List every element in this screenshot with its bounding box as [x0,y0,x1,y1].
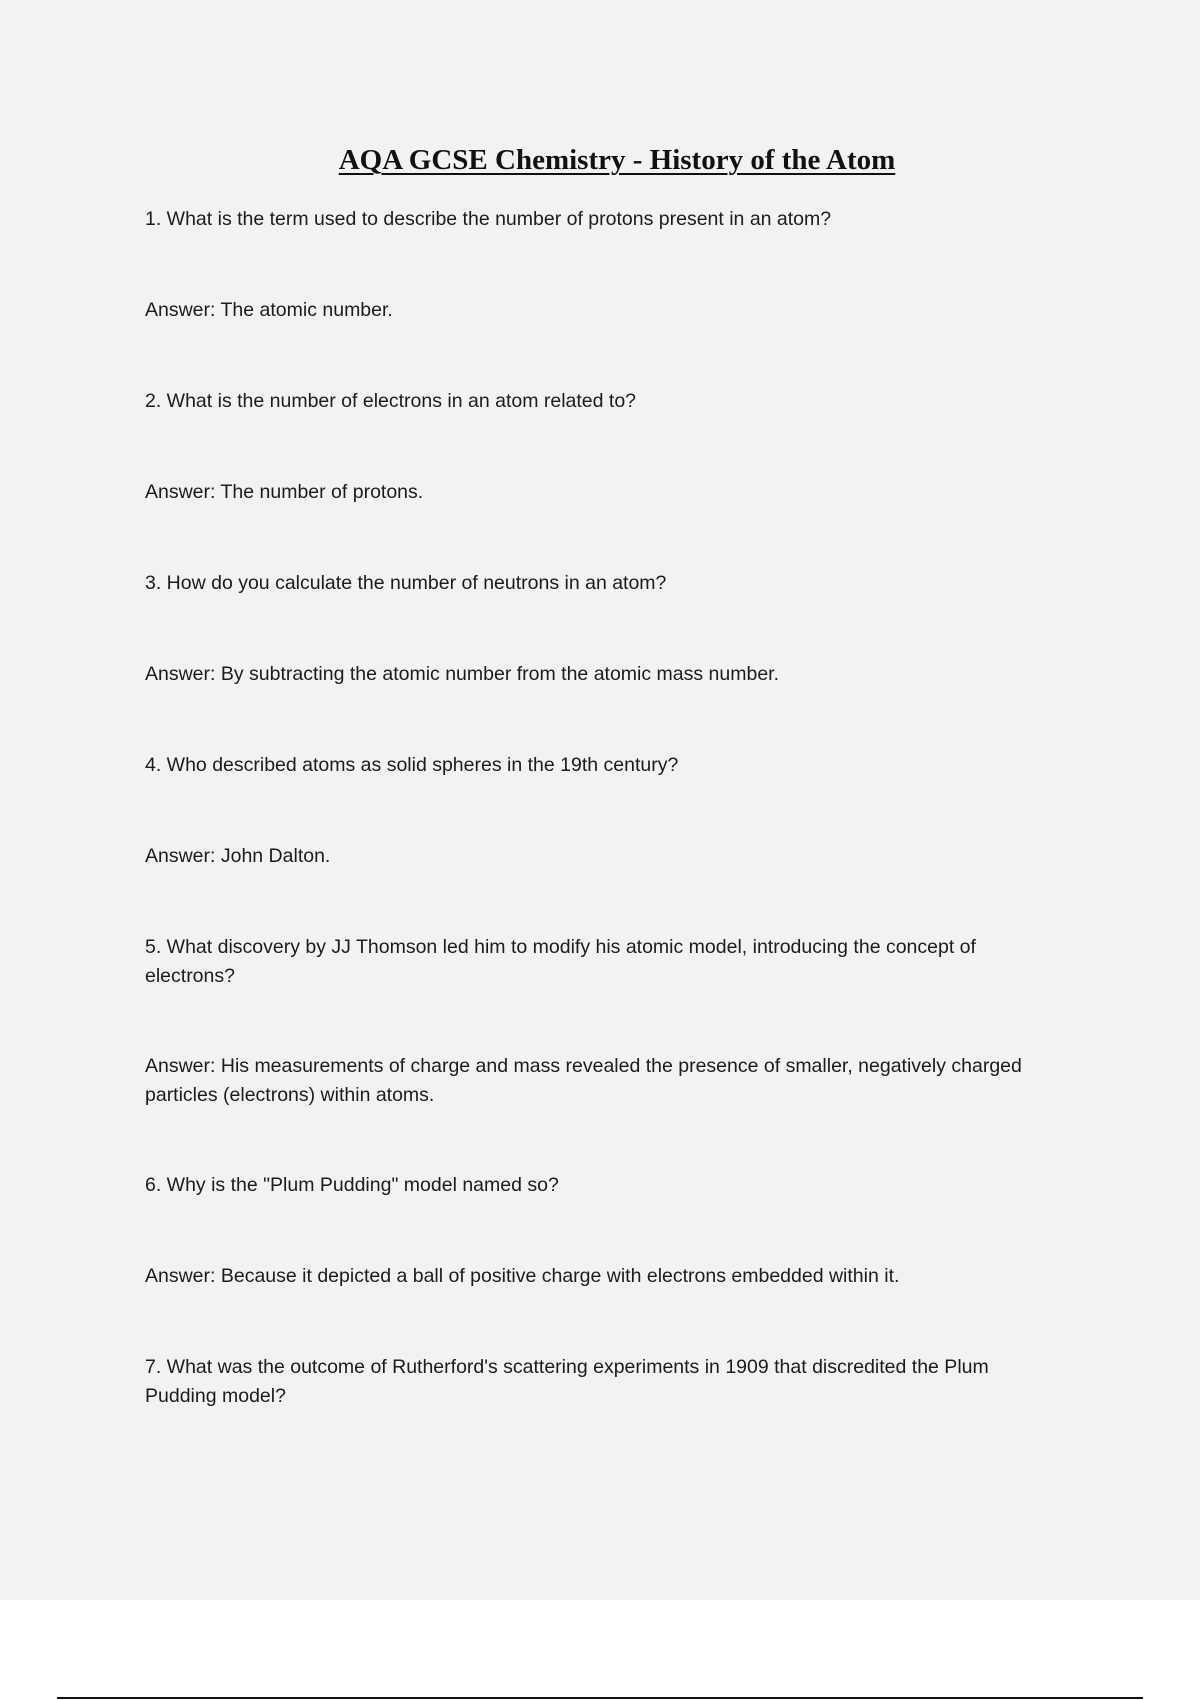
answer-1: Answer: The atomic number. [145,299,393,321]
answer-5: Answer: His measurements of charge and mass revealed the presence of smaller, negatively charged particles (electrons) within atoms. [145,1055,1022,1106]
page-divider [57,1697,1143,1699]
question-3: 3. How do you calculate the number of neutrons in an atom? [145,572,667,594]
question-7: 7. What was the outcome of Rutherford's scattering experiments in 1909 that discredited the Plum Pudding model? [145,1356,989,1407]
document-title: AQA GCSE Chemistry - History of the Atom [338,144,896,176]
question-1: 1. What is the term used to describe the number of protons present in an atom? [145,208,832,230]
question-2: 2. What is the number of electrons in an atom related to? [145,390,637,412]
answer-4: Answer: John Dalton. [145,845,331,867]
question-4: 4. Who described atoms as solid spheres in the 19th century? [145,754,679,776]
answer-6: Answer: Because it depicted a ball of positive charge with electrons embedded within it. [145,1265,900,1287]
question-6: 6. Why is the "Plum Pudding" model named so? [145,1174,559,1196]
question-5: 5. What discovery by JJ Thomson led him to modify his atomic model, introducing the concept of electrons? [145,936,976,987]
answer-2: Answer: The number of protons. [145,481,424,503]
answer-3: Answer: By subtracting the atomic number from the atomic mass number. [145,663,780,685]
